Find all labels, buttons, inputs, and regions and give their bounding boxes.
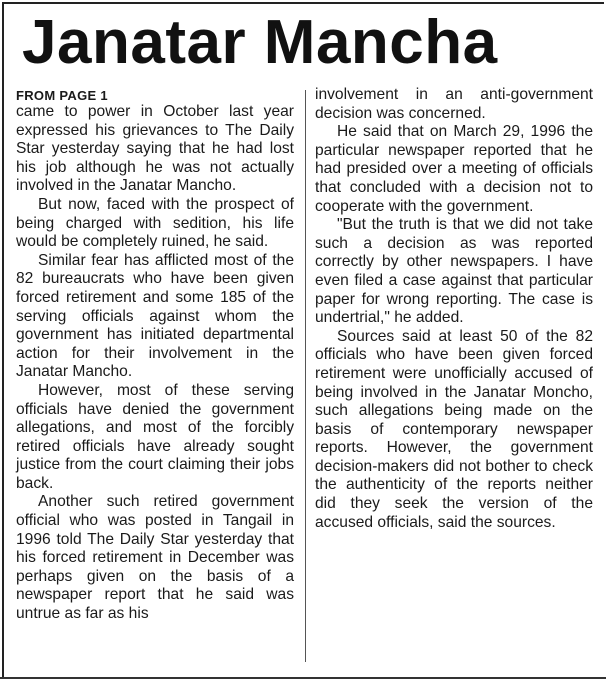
paragraph: He said that on March 29, 1996 the particular newspaper reported that he had presided over a meeting of officials that concluded with a decision not to cooperate with the government.	[315, 123, 593, 215]
column-divider	[305, 90, 306, 662]
paragraph: Similar fear has afflicted most of the 82 bureaucrats who have been given forced retirement and some 185 of the serving officials against whom the government has initiated departmental action for their involvement in the Janatar Mancho.	[16, 251, 294, 381]
paragraph: came to power in October last year expressed his grievances to The Daily Star yesterday saying that he had lost his job although he was not actually involved in the Janatar Mancho.	[16, 103, 294, 195]
paragraph: Another such retired government official who was posted in Tangail in 1996 told The Daily Star yesterday that his forced retirement in December was perhaps given on the basis of a newspaper report that he said was untrue as far as his	[16, 493, 294, 623]
right-column	[315, 86, 593, 532]
page-reference: FROM PAGE 1	[16, 88, 108, 103]
paragraph: Sources said at least 50 of the 82 officials who have been given forced retirement were unofficially accused of being involved in the Janatar Moncho, such allegations being made on the basis of contemporary newspaper reports. However, the government decision-makers did not bother to check the authenticity of the reports neither did they seek the version of the accused officials, said the sources.	[315, 327, 593, 531]
left-column	[16, 86, 294, 624]
headline: Janatar Mancha	[22, 8, 498, 77]
paragraph: "But the truth is that we did not take such a decision as was reported correctly by other newspapers. I have even filed a case against that particular paper for wrong reporting. The case is undertrial," he added.	[315, 216, 593, 327]
paragraph: But now, faced with the prospect of being charged with sedition, his life would be completely ruined, he said.	[16, 195, 294, 251]
paragraph: However, most of these serving officials have denied the government allegations, and most of the forcibly retired officials have already sought justice from the court claiming their jobs back.	[16, 381, 294, 492]
bottom-rule	[0, 677, 606, 679]
paragraph: involvement in an anti-government decision was concerned.	[315, 86, 593, 122]
